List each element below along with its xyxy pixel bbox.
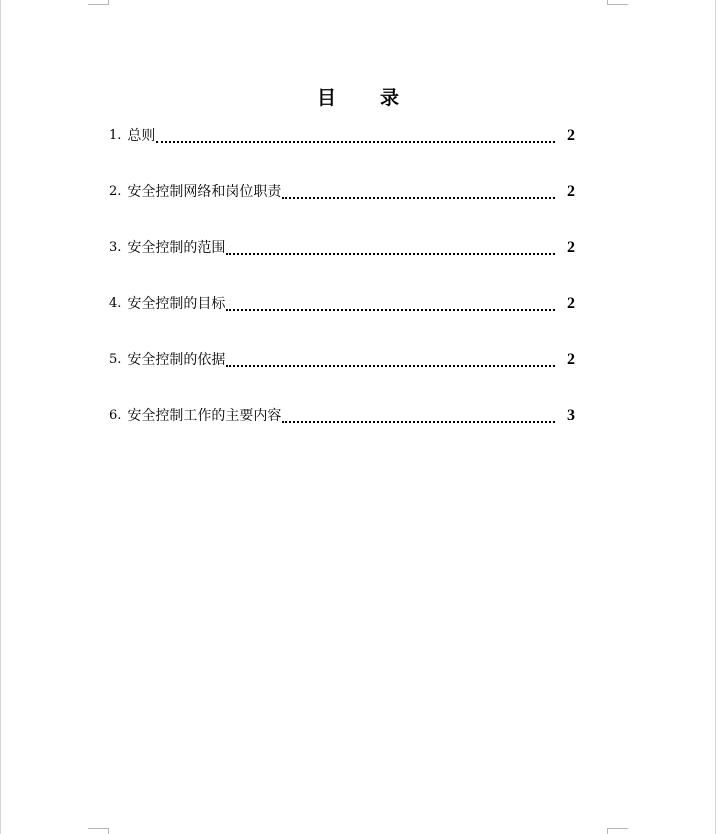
crop-mark-top-right bbox=[607, 4, 628, 5]
toc-entry[interactable] bbox=[109, 350, 575, 406]
crop-mark-bottom-right bbox=[607, 828, 628, 829]
toc-title-char-2: 录 bbox=[380, 87, 400, 109]
toc-entry-label[interactable]: 安全控制网络和岗位职责 bbox=[127, 184, 282, 200]
crop-mark-top-left bbox=[88, 4, 109, 5]
toc-entry-page: 3 bbox=[567, 407, 575, 424]
toc-entry-page: 2 bbox=[567, 183, 575, 200]
toc-entry-label[interactable]: 安全控制的依据 bbox=[127, 352, 226, 368]
toc-list bbox=[109, 126, 575, 462]
toc-dot-leader bbox=[226, 252, 555, 255]
toc-title-char-1: 目 bbox=[316, 87, 336, 109]
toc-dot-leader bbox=[156, 140, 555, 143]
crop-mark-bottom-left-v bbox=[108, 828, 109, 834]
toc-entry-page: 2 bbox=[567, 351, 575, 368]
toc-dot-leader bbox=[226, 364, 555, 367]
toc-dot-leader bbox=[282, 196, 555, 199]
toc-entry-number: 2. bbox=[109, 184, 122, 199]
crop-mark-top-right-v bbox=[607, 0, 608, 5]
toc-entry-label[interactable]: 安全控制的范围 bbox=[127, 240, 226, 256]
toc-entry[interactable] bbox=[109, 294, 575, 350]
crop-mark-bottom-left bbox=[88, 828, 109, 829]
toc-title bbox=[0, 86, 716, 110]
toc-dot-leader bbox=[226, 308, 555, 311]
crop-mark-top-left-v bbox=[108, 0, 109, 5]
page-border-left bbox=[0, 0, 1, 834]
toc-entry-page: 2 bbox=[567, 127, 575, 144]
toc-entry-number: 5. bbox=[109, 352, 122, 367]
toc-entry-label[interactable]: 安全控制工作的主要内容 bbox=[127, 408, 282, 424]
toc-entry-label[interactable]: 安全控制的目标 bbox=[127, 296, 226, 312]
toc-entry[interactable] bbox=[109, 406, 575, 462]
toc-dot-leader bbox=[282, 420, 555, 423]
toc-entry-number: 1. bbox=[109, 128, 122, 143]
crop-mark-bottom-right-v bbox=[607, 828, 608, 834]
toc-entry-page: 2 bbox=[567, 295, 575, 312]
toc-entry-number: 4. bbox=[109, 296, 122, 311]
toc-entry[interactable] bbox=[109, 182, 575, 238]
toc-entry-number: 3. bbox=[109, 240, 122, 255]
toc-entry-label[interactable]: 总则 bbox=[127, 128, 156, 144]
toc-entry-number: 6. bbox=[109, 408, 122, 423]
toc-entry[interactable] bbox=[109, 238, 575, 294]
toc-entry-page: 2 bbox=[567, 239, 575, 256]
toc-entry[interactable] bbox=[109, 126, 575, 182]
